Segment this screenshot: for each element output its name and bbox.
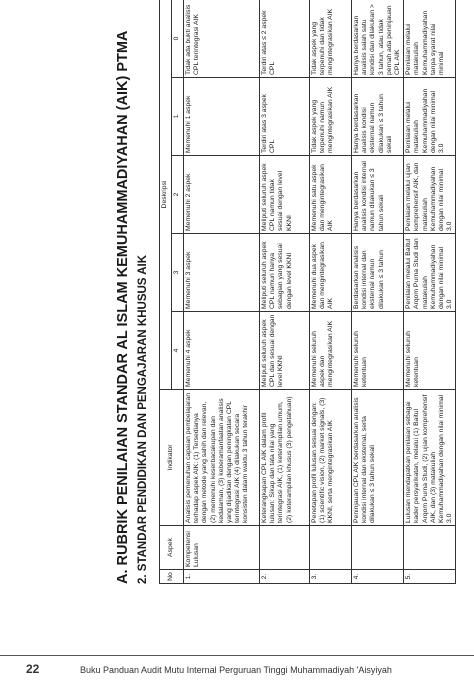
row-level-1: Memenuhi 1 aspek [184, 78, 260, 156]
row-level-4: Memenuhi seluruh ketentuan [404, 312, 456, 390]
row-indikator: Keterangkapan CPL AIK dalam profil lulusan: Sikap dan tata nilai yang terintegrasi AIK, (1) keterampilan umum, (2) keterampilan khusus (3) pengetahuan) [260, 390, 310, 526]
row-level-2: Memenuhi satu aspek dan mengintegrasikan AIK [310, 156, 352, 234]
header-level-2: 2 [172, 156, 184, 234]
row-level-3: Penilaian melalui Baitul Arqom Purna Studi dan matakuliah Kemuhammadiyahan dengan nilai minimal 3.0 [404, 234, 456, 312]
row-level-4: Memenuhi seluruh aspek dan mengintegrasikan AIK [310, 312, 352, 390]
footer-text: Buku Panduan Audit Mutu Internal Perguruan Tinggi Muhammadiyah 'Aisyiyah [80, 665, 392, 675]
row-level-2: Hanya berdasarkan analisis kondisi internal namun dilakukan ≤ 3 tahun sekali [352, 156, 404, 234]
row-indikator: Peninjauan CPL AIK berdasarkan analisis kondisi internal dan eksternal, serta dilakukan ≤ 3 tahun sekali [352, 390, 404, 526]
row-level-1: Terdiri atas 3 aspek CPL [260, 78, 310, 156]
row-level-1: Penilaian melalui matakuliah Kemuhammadiyahan dengan nilai minimal 3.0 [404, 78, 456, 156]
row-level-1: Tidak aspek yang terpenuhi namun mengintegrasikan AIK [310, 78, 352, 156]
table-row [404, 0, 456, 584]
row-aspek [352, 526, 404, 570]
table-row [260, 0, 310, 584]
row-indikator: Analisis pemenuhan capaian pembelajaran terhadap aspek AIK: (1) Tersedianya dengan metode yang sahih dan relevan, (2) memenuhi keserbacakupan dan kedalaman, (3) keberamanfaatan analisis yang dijadikan dengan peningkatan CPL terintegrasi AIK (4) dilakukan secara konsisten dalam waktu 3 tahun terakhir [184, 390, 260, 526]
row-level-0: Tidak ada bukti analisis CPL terintegrasi AIK [184, 0, 260, 78]
row-aspek: Kompetensi Lulusan [184, 526, 260, 570]
row-aspek [260, 526, 310, 570]
row-level-3: Berdasarkan analisis kondisi internal dan eksternal namun dilakukan ≤ 3 tahun [352, 234, 404, 312]
row-number: 4. [352, 570, 404, 584]
table-row [184, 0, 260, 584]
row-level-1: Hanya berdasarkan analisis kondisi eksternal namun dilakukan ≤ 3 tahun sekali [352, 78, 404, 156]
header-level-3: 3 [172, 234, 184, 312]
rubric-table-wrapper [159, 0, 454, 584]
page-number: 22 [26, 662, 40, 676]
row-level-0: Penilaian melalui matakuliah Kemuhammadiyahan tanpa syarat nilai minimal [404, 0, 456, 78]
section-title: A. RUBRIK PENILAIAN STANDAR AL ISLAM KEMUHAMMADIYAHAN (AIK) PTMA [115, 30, 131, 584]
row-level-2: Memenuhi 2 aspek [184, 156, 260, 234]
footer-divider [0, 655, 474, 656]
row-indikator: Lulusan mendapatkan penilaian sebagai kader persyarikatan, melalui (1) Baitul Arqom Purna Studi, (2) ujian komprehensif AIK, dan (3) matakuliah Kemuhammadiyahan dengan nilai minimal 3.0 [404, 390, 456, 526]
row-level-0: Terdiri atas ≤ 2 aspek CPL [260, 0, 310, 78]
header-deskripsi: Deskripsi [160, 0, 172, 390]
row-number: 2. [260, 570, 310, 584]
row-number: 5. [404, 570, 456, 584]
row-indikator: Penetapan profil lulusan sesuai dengan: (1) scientific vision, (2) market signals, (3) KKNI, serta mengintegrasikan AIK [310, 390, 352, 526]
row-number: 1. [184, 570, 260, 584]
header-indikator: Indikator [160, 390, 184, 526]
row-aspek [404, 526, 456, 570]
page-footer [0, 662, 474, 684]
table-row [352, 0, 404, 584]
header-aspek: Aspek [160, 526, 184, 570]
row-level-4: Memenuhi seluruh ketentuan [352, 312, 404, 390]
row-level-2: Penilaian melalui ujian komprehensif AIK, dan matakuliah Kemuhammadiyahan dengan nilai minimal 3.0 [404, 156, 456, 234]
header-level-0: 0 [172, 0, 184, 78]
row-level-2: Meliputi seluruh aspek CPL namun tidak sesuai dengan level KKNI [260, 156, 310, 234]
row-level-0: Hanya berdasarkan analisis salah satu kondisi dan dilakukan > 3 tahun, atau tidak pernah ada peninjauan CPL AIK [352, 0, 404, 78]
section-subtitle: 2. STANDAR PENDIDIKAN DAN PENGAJARAN KHUSUS AIK [137, 254, 149, 584]
row-level-4: Meliputi seluruh aspek CPL dan sesuai dengan level KKNI [260, 312, 310, 390]
table-row [310, 0, 352, 584]
header-no: No [160, 570, 184, 584]
rotated-page-content [115, 0, 474, 584]
row-aspek [310, 526, 352, 570]
row-number: 3. [310, 570, 352, 584]
header-level-1: 1 [172, 78, 184, 156]
row-level-3: Memenuhi dua aspek dan mengintegrasikan AIK [310, 234, 352, 312]
row-level-3: Meliputi seluruh aspek CPL namun hanya sebagian yang sesuai dengan level KKNI [260, 234, 310, 312]
row-level-0: Tidak aspek yang terpenuhi dan tidak mengintegrasikan AIK [310, 0, 352, 78]
header-level-4: 4 [172, 312, 184, 390]
row-level-3: Memenuhi 3 aspek [184, 234, 260, 312]
row-level-4: Memenuhi 4 aspek [184, 312, 260, 390]
rubric-table [159, 0, 456, 584]
